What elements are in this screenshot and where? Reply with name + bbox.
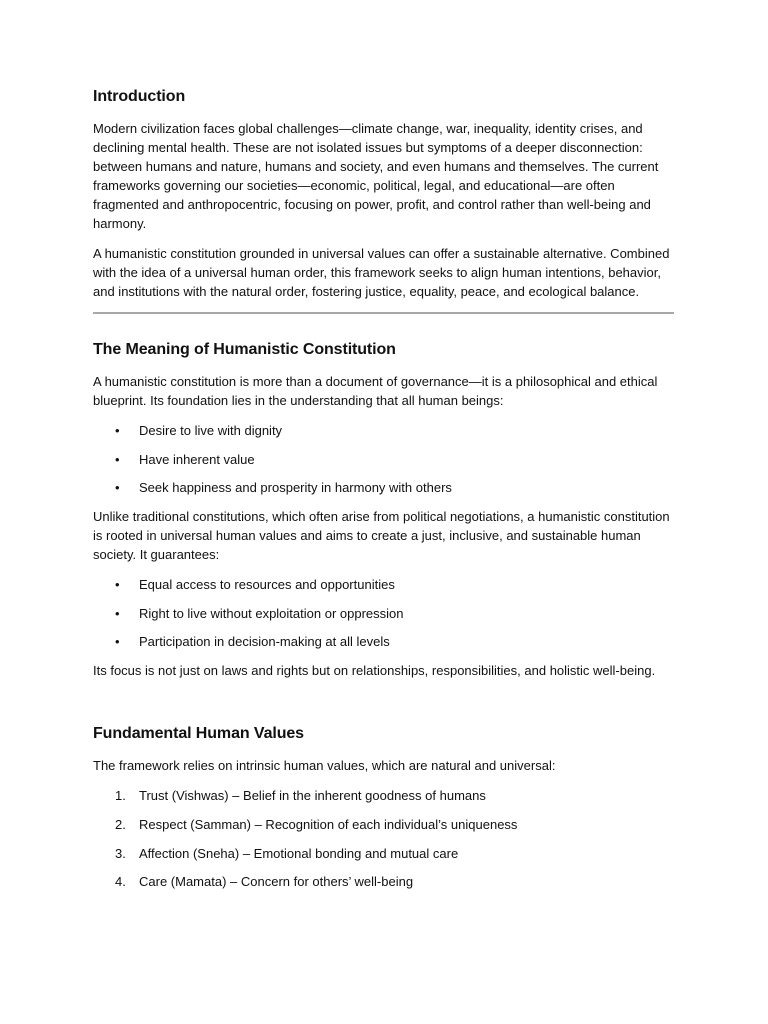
- values-heading: Fundamental Human Values: [93, 725, 304, 743]
- guarantees-list: [93, 575, 674, 651]
- list-number: 4.: [115, 874, 126, 890]
- section-divider: [93, 312, 674, 314]
- list-item-text: Right to live without exploitation or oppression: [139, 605, 404, 621]
- list-item: [93, 815, 674, 834]
- list-item: [93, 478, 674, 497]
- meaning-intro-paragraph: A humanistic constitution is more than a document of governance—it is a philosophical and ethical blueprint. Its foundation lies in the understanding that all human beings:: [93, 374, 658, 408]
- section-spacer: [93, 691, 674, 723]
- values-list: [93, 786, 674, 891]
- list-item: [93, 421, 674, 440]
- list-number: 1.: [115, 788, 126, 804]
- introduction-heading: Introduction: [93, 88, 186, 105]
- list-number: 2.: [115, 816, 126, 832]
- values-intro-paragraph: The framework relies on intrinsic human values, which are natural and universal:: [93, 758, 556, 774]
- list-item: [93, 844, 674, 863]
- bullet-icon: •: [115, 451, 120, 467]
- list-item-text: Seek happiness and prosperity in harmony with others: [139, 480, 452, 496]
- desires-list: [93, 421, 674, 497]
- bullet-icon: •: [115, 634, 120, 650]
- meaning-closing-paragraph: Its focus is not just on laws and rights but on relationships, responsibilities, and holistic well-being.: [93, 663, 656, 679]
- meaning-middle-paragraph: Unlike traditional constitutions, which often arise from political negotiations, a humanistic constitution is rooted in universal human values and aims to create a just, inclusive, and sustainable human society. It guarantees:: [93, 509, 670, 563]
- list-item: [93, 575, 674, 594]
- list-item-text: Care (Mamata) – Concern for others’ well-being: [139, 874, 414, 890]
- list-item-text: Desire to live with dignity: [139, 423, 283, 438]
- list-item: [93, 786, 674, 805]
- introduction-paragraph-2: A humanistic constitution grounded in universal values can offer a sustainable alternative. Combined with the idea of a universal human order, this framework seeks to align human intentions, behavior, and institutions with the natural order, fostering justice, equality, peace, and ecological balance.: [93, 246, 670, 299]
- list-item-text: Trust (Vishwas) – Belief in the inherent goodness of humans: [139, 788, 486, 804]
- bullet-icon: •: [115, 423, 120, 438]
- bullet-icon: •: [115, 577, 120, 593]
- list-item-text: Equal access to resources and opportunities: [139, 577, 395, 593]
- list-item-text: Have inherent value: [139, 451, 255, 467]
- list-item: [93, 604, 674, 623]
- meaning-heading: The Meaning of Humanistic Constitution: [93, 341, 396, 358]
- introduction-paragraph-1: Modern civilization faces global challenges—climate change, war, inequality, identity crises, and declining mental health. These are not isolated issues but symptoms of a deeper disconnection: between humans and nature, humans and society, and even humans and themselves. The current frameworks governing our societies—economic, political, legal, and educational—are often fragmented and anthropocentric, focusing on power, profit, and control rather than well-being and harmony.: [93, 121, 659, 231]
- list-item-text: Affection (Sneha) – Emotional bonding and mutual care: [139, 845, 459, 861]
- list-item: [93, 872, 674, 891]
- list-item: [93, 632, 674, 651]
- list-number: 3.: [115, 845, 126, 861]
- bullet-icon: •: [115, 605, 120, 621]
- list-item: [93, 450, 674, 469]
- list-item-text: Participation in decision-making at all levels: [139, 634, 390, 650]
- list-item-text: Respect (Samman) – Recognition of each individual’s uniqueness: [139, 816, 518, 832]
- bullet-icon: •: [115, 480, 120, 496]
